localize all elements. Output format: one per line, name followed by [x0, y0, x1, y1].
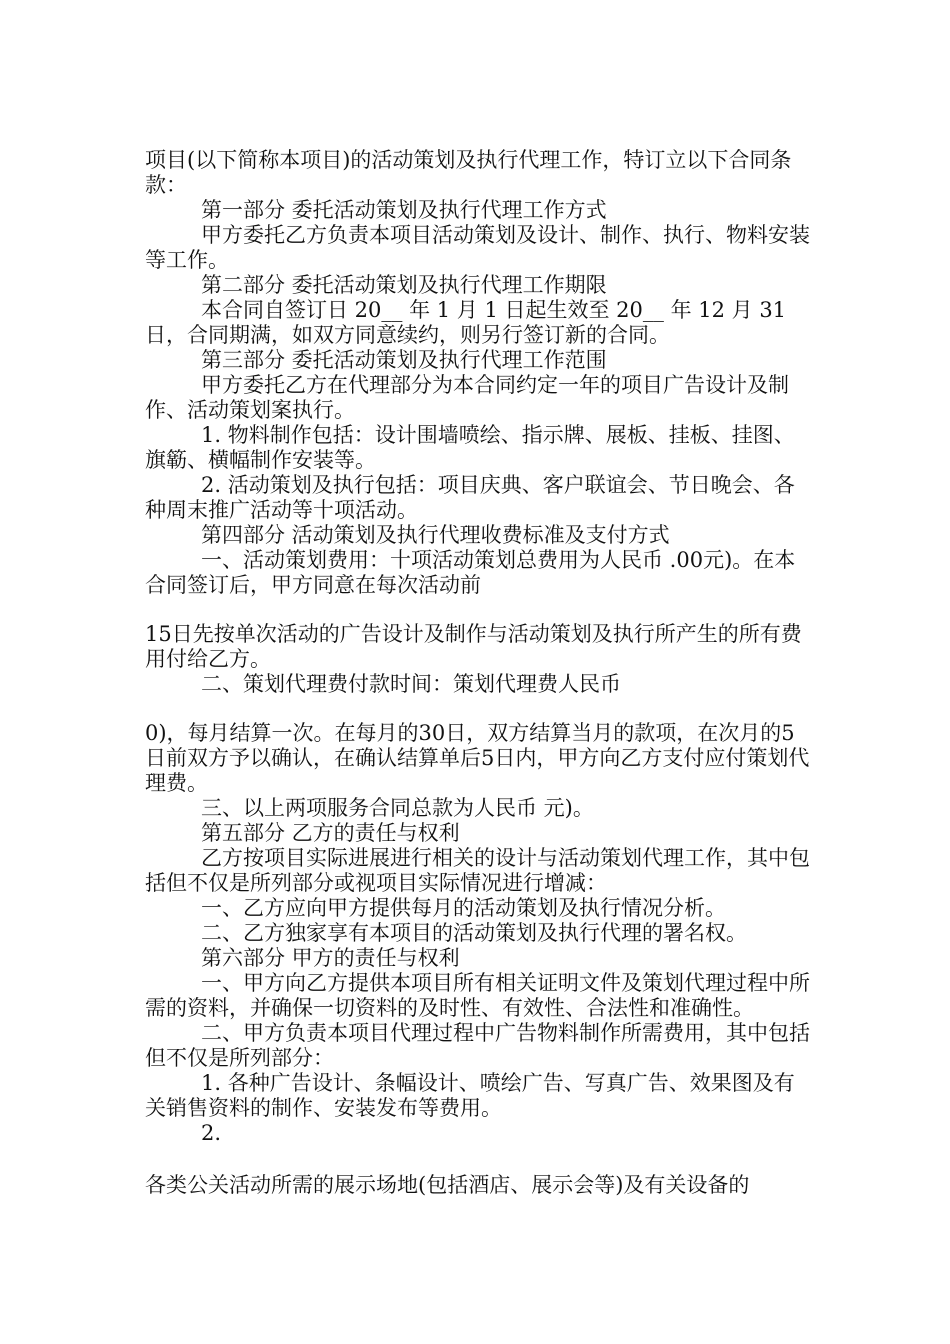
section-3-item-2: 2. 活动策划及执行包括：项目庆典、客户联谊会、节日晚会、各种周末推广活动等十项活动。 [145, 473, 795, 522]
section-4-heading: 第四部分 活动策划及执行代理收费标准及支付方式 [201, 523, 670, 547]
section-5-text: 乙方按项目实际进展进行相关的设计与活动策划代理工作，其中包括但不仅是所列部分或视项目实际情况进行增减： [145, 846, 810, 895]
section-6-item-1: 一、甲方向乙方提供本项目所有相关证明文件及策划代理过程中所需的资料，并确保一切资料的及时性、有效性、合法性和准确性。 [145, 971, 810, 1020]
section-6-subitem-1: 1. 各种广告设计、条幅设计、喷绘广告、写真广告、效果图及有关销售资料的制作、安装发布等费用。 [145, 1071, 795, 1120]
section-6-item-2: 二、甲方负责本项目代理过程中广告物料制作所需费用，其中包括但不仅是所列部分： [145, 1021, 810, 1070]
section-3-item-1: 1. 物料制作包括：设计围墙喷绘、指示牌、展板、挂板、挂图、旗簕、横幅制作安装等。 [145, 423, 795, 472]
section-6-subitem-2: 2. [201, 1121, 222, 1145]
paragraph-gap [145, 697, 810, 721]
paragraph-gap [145, 598, 810, 622]
section-2-heading: 第二部分 委托活动策划及执行代理工作期限 [201, 273, 607, 297]
section-6-subitem-2-continued: 各类公关活动所需的展示场地(包括酒店、展示会等)及有关设备的 [145, 1173, 750, 1197]
section-4-total: 三、以上两项服务合同总款为人民币 元)。 [201, 796, 594, 820]
section-2-text: 本合同自签订日 20__ 年 1 月 1 日起生效至 20__ 年 12 月 31 日，合同期满，如双方同意续约，则另行签订新的合同。 [145, 298, 787, 347]
paragraph-gap [145, 1146, 810, 1173]
section-6-heading: 第六部分 甲方的责任与权利 [201, 946, 460, 970]
section-4-fee-2-continued: 0)，每月结算一次。在每月的30日，双方结算当月的款项，在次月的5日前双方予以确认，在确认结算单后5日内，甲方向乙方支付应付策划代理费。 [145, 721, 810, 795]
document-body [145, 148, 810, 1198]
section-4-fee-2: 二、策划代理费付款时间：策划代理费人民币 [201, 672, 621, 696]
section-1-heading: 第一部分 委托活动策划及执行代理工作方式 [201, 198, 607, 222]
section-5-item-1: 一、乙方应向甲方提供每月的活动策划及执行情况分析。 [201, 896, 726, 920]
section-5-heading: 第五部分 乙方的责任与权利 [201, 821, 460, 845]
section-4-fee-1-continued: 15日先按单次活动的广告设计及制作与活动策划及执行所产生的所有费用付给乙方。 [145, 622, 802, 671]
intro-paragraph: 项目(以下简称本项目)的活动策划及执行代理工作，特订立以下合同条款： [145, 148, 792, 197]
section-5-item-2: 二、乙方独家享有本项目的活动策划及执行代理的署名权。 [201, 921, 747, 945]
section-3-text: 甲方委托乙方在代理部分为本合同约定一年的项目广告设计及制作、活动策划案执行。 [145, 373, 789, 422]
section-3-heading: 第三部分 委托活动策划及执行代理工作范围 [201, 348, 607, 372]
section-1-text: 甲方委托乙方负责本项目活动策划及设计、制作、执行、物料安装等工作。 [145, 223, 810, 272]
section-4-fee-1: 一、活动策划费用：十项活动策划总费用为人民币 .00元)。在本合同签订后，甲方同意在每次活动前 [145, 548, 796, 597]
